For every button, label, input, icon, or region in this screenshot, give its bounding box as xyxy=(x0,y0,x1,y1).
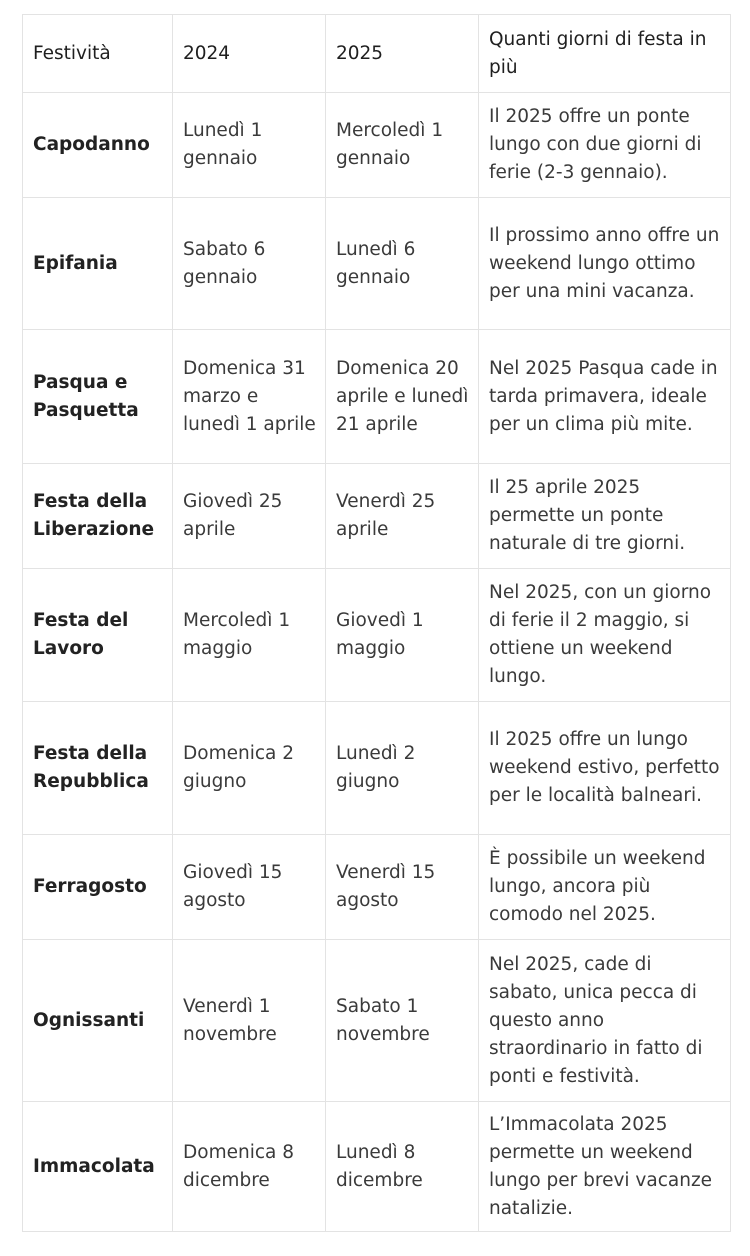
holiday-note: Il prossimo anno offre un weekend lungo ottimo per una mini vacanza. xyxy=(479,198,731,330)
date-2025: Venerdì 15 agosto xyxy=(326,835,479,940)
date-2025: Lunedì 2 giugno xyxy=(326,702,479,835)
holiday-note: Il 2025 offre un ponte lungo con due giorni di ferie (2-3 gennaio). xyxy=(479,93,731,198)
header-giorni-in-piu: Quanti giorni di festa in più xyxy=(479,15,731,93)
holidays-table-container xyxy=(22,14,730,1232)
holiday-name: Ognissanti xyxy=(23,940,173,1102)
holiday-note: L’Immacolata 2025 permette un weekend lungo per brevi vacanze natalizie. xyxy=(479,1102,731,1232)
date-2025: Sabato 1 novembre xyxy=(326,940,479,1102)
table-row xyxy=(23,940,731,1102)
holiday-name: Pasqua e Pasquetta xyxy=(23,330,173,464)
holiday-note: Il 25 aprile 2025 permette un ponte naturale di tre giorni. xyxy=(479,464,731,569)
header-2025: 2025 xyxy=(326,15,479,93)
date-2024: Domenica 2 giugno xyxy=(173,702,326,835)
date-2024: Sabato 6 gennaio xyxy=(173,198,326,330)
holiday-name: Ferragosto xyxy=(23,835,173,940)
holiday-name: Immacolata xyxy=(23,1102,173,1232)
holidays-table xyxy=(22,14,731,1232)
holiday-note: È possibile un weekend lungo, ancora più comodo nel 2025. xyxy=(479,835,731,940)
date-2024: Venerdì 1 novembre xyxy=(173,940,326,1102)
holiday-name: Festa del Lavoro xyxy=(23,569,173,702)
date-2024: Giovedì 25 aprile xyxy=(173,464,326,569)
header-2024: 2024 xyxy=(173,15,326,93)
date-2024: Giovedì 15 agosto xyxy=(173,835,326,940)
table-row xyxy=(23,569,731,702)
table-row xyxy=(23,835,731,940)
holiday-note: Il 2025 offre un lungo weekend estivo, perfetto per le località balneari. xyxy=(479,702,731,835)
date-2025: Domenica 20 aprile e lunedì 21 aprile xyxy=(326,330,479,464)
holiday-name: Epifania xyxy=(23,198,173,330)
date-2024: Domenica 31 marzo e lunedì 1 aprile xyxy=(173,330,326,464)
table-header-row xyxy=(23,15,731,93)
table-row xyxy=(23,93,731,198)
date-2025: Lunedì 6 gennaio xyxy=(326,198,479,330)
holiday-note: Nel 2025 Pasqua cade in tarda primavera, ideale per un clima più mite. xyxy=(479,330,731,464)
header-festivita: Festività xyxy=(23,15,173,93)
holiday-note: Nel 2025, con un giorno di ferie il 2 maggio, si ottiene un weekend lungo. xyxy=(479,569,731,702)
table-row xyxy=(23,198,731,330)
date-2025: Venerdì 25 aprile xyxy=(326,464,479,569)
holiday-note: Nel 2025, cade di sabato, unica pecca di questo anno straordinario in fatto di ponti e festività. xyxy=(479,940,731,1102)
date-2025: Lunedì 8 dicembre xyxy=(326,1102,479,1232)
holiday-name: Festa della Liberazione xyxy=(23,464,173,569)
table-row xyxy=(23,702,731,835)
table-row xyxy=(23,330,731,464)
holiday-name: Capodanno xyxy=(23,93,173,198)
date-2024: Domenica 8 dicembre xyxy=(173,1102,326,1232)
table-row xyxy=(23,1102,731,1232)
date-2024: Mercoledì 1 maggio xyxy=(173,569,326,702)
date-2024: Lunedì 1 gennaio xyxy=(173,93,326,198)
date-2025: Giovedì 1 maggio xyxy=(326,569,479,702)
date-2025: Mercoledì 1 gennaio xyxy=(326,93,479,198)
holiday-name: Festa della Repubblica xyxy=(23,702,173,835)
table-row xyxy=(23,464,731,569)
